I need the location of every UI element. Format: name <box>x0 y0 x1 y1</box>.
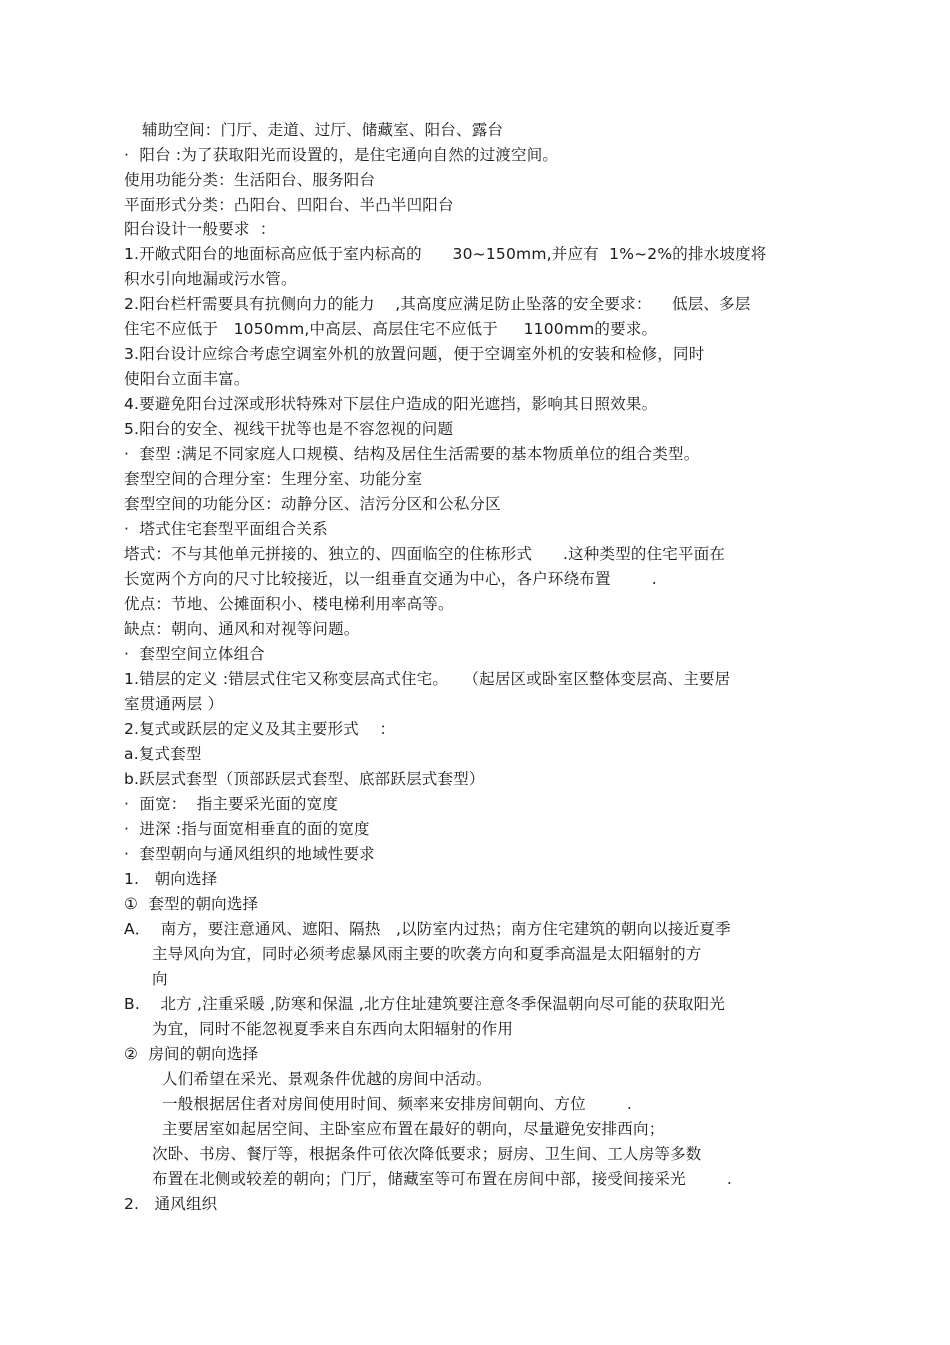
text-line: 长宽两个方向的尺寸比较接近，以一组垂直交通为中心，各户环绕布置 . <box>124 570 657 588</box>
text-line: 2. 通风组织 <box>124 1195 218 1213</box>
text-line: 室贯通两层 ） <box>124 695 224 713</box>
text-line: 阳台设计一般要求 ： <box>124 220 276 238</box>
text-line: 一般根据居住者对房间使用时间、频率来安排房间朝向、方位 . <box>162 1095 633 1113</box>
text-line: 积水引向地漏或污水管。 <box>124 270 297 288</box>
text-line: 5.阳台的安全、视线干扰等也是不容忽视的问题 <box>124 420 454 438</box>
text-line: 套型空间的功能分区：动静分区、洁污分区和公私分区 <box>124 495 501 513</box>
text-line: 向 <box>152 970 168 988</box>
text-line: 主要居室如起居空间、主卧室应布置在最好的朝向，尽量避免安排西向； <box>162 1120 665 1138</box>
text-line: 3.阳台设计应综合考虑空调室外机的放置问题，便于空调室外机的安装和检修，同时 <box>124 345 705 363</box>
text-line: · 进深 :指与面宽相垂直的面的宽度 <box>124 820 370 838</box>
text-line: 优点：节地、公摊面积小、楼电梯利用率高等。 <box>124 595 454 613</box>
text-line: b.跃层式套型（顶部跃层式套型、底部跃层式套型） <box>124 770 485 788</box>
text-line: · 塔式住宅套型平面组合关系 <box>124 520 328 538</box>
text-line: a.复式套型 <box>124 745 202 763</box>
text-line: 人们希望在采光、景观条件优越的房间中活动。 <box>162 1070 492 1088</box>
text-line: 为宜，同时不能忽视夏季来自东西向太阳辐射的作用 <box>152 1020 514 1038</box>
text-line: 4.要避免阳台过深或形状特殊对下层住户造成的阳光遮挡，影响其日照效果。 <box>124 395 658 413</box>
text-line: 1.开敞式阳台的地面标高应低于室内标高的 30~150mm,并应有 1%~2%的排水坡度将 <box>124 245 767 263</box>
text-line: · 面宽： 指主要采光面的宽度 <box>124 795 339 813</box>
text-line: 套型空间的合理分室：生理分室、功能分室 <box>124 470 423 488</box>
text-line: 使用功能分类：生活阳台、服务阳台 <box>124 171 376 189</box>
text-line: 布置在北侧或较差的朝向；门厅，储藏室等可布置在房间中部，接受间接采光 . <box>152 1170 732 1188</box>
text-line: 住宅不应低于 1050mm,中高层、高层住宅不应低于 1100mm的要求。 <box>124 320 658 338</box>
text-line: 主导风向为宜，同时必须考虑暴风雨主要的吹袭方向和夏季高温是太阳辐射的方 <box>152 945 702 963</box>
text-line: 塔式：不与其他单元拼接的、独立的、四面临空的住栋形式 .这种类型的住宅平面在 <box>124 545 726 563</box>
text-line: 辅助空间：门厅、走道、过厅、储藏室、阳台、露台 <box>142 121 504 139</box>
text-line: 缺点：朝向、通风和对视等问题。 <box>124 620 360 638</box>
text-line: 1. 朝向选择 <box>124 870 218 888</box>
text-line: 平面形式分类：凸阳台、凹阳台、半凸半凹阳台 <box>124 196 454 214</box>
text-line: 1.错层的定义 :错层式住宅又称变层高式住宅。 （起居区或卧室区整体变层高、主要居 <box>124 670 731 688</box>
text-line: · 阳台 :为了获取阳光而设置的，是住宅通向自然的过渡空间。 <box>124 146 559 164</box>
text-line: 次卧、书房、餐厅等，根据条件可依次降低要求；厨房、卫生间、工人房等多数 <box>152 1145 702 1163</box>
text-line: 2.阳台栏杆需要具有抗侧向力的能力 ,其高度应满足防止坠落的安全要求： 低层、多层 <box>124 295 751 313</box>
text-line: ① 套型的朝向选择 <box>124 895 259 913</box>
text-line: 使阳台立面丰富。 <box>124 370 250 388</box>
text-line: A． 南方，要注意通风、遮阳、隔热 ,以防室内过热；南方住宅建筑的朝向以接近夏季 <box>124 920 731 938</box>
text-line: · 套型 :满足不同家庭人口规模、结构及居住生活需要的基本物质单位的组合类型。 <box>124 445 700 463</box>
text-line: · 套型朝向与通风组织的地域性要求 <box>124 845 375 863</box>
text-line: · 套型空间立体组合 <box>124 645 265 663</box>
text-line: ② 房间的朝向选择 <box>124 1045 259 1063</box>
text-line: B. 北方 ,注重采暖 ,防寒和保温 ,北方住址建筑要注意冬季保温朝向尽可能的获取阳光 <box>124 995 726 1013</box>
text-line: 2.复式或跃层的定义及其主要形式 ： <box>124 720 396 738</box>
